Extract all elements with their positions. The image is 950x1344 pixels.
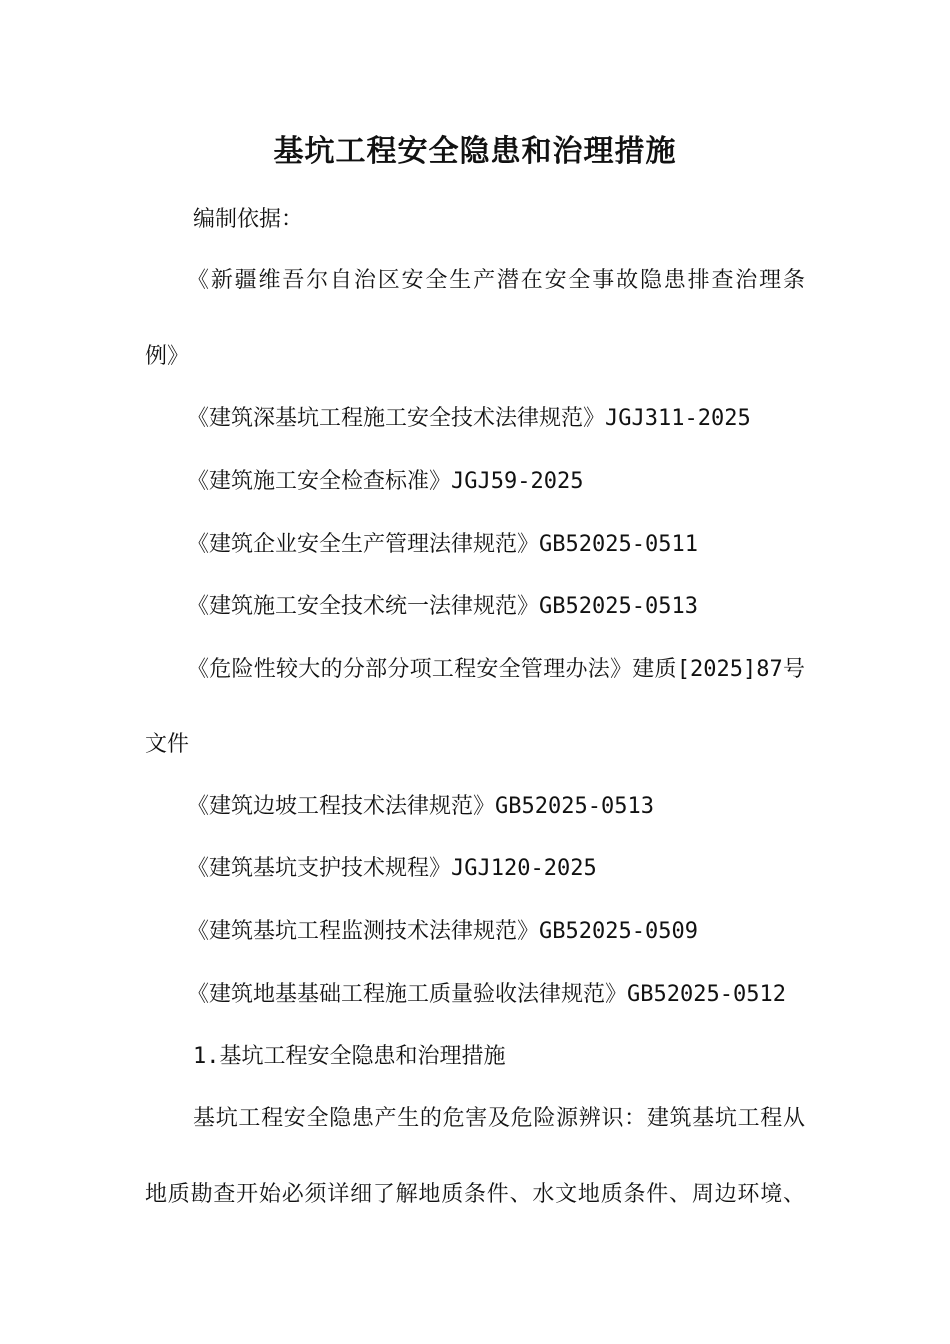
reference-line: 《建筑基坑支护技术规程》JGJ120-2025 <box>187 856 597 881</box>
basis-label: 编制依据： <box>193 207 304 232</box>
reference-line: 《建筑企业安全生产管理法律规范》GB52025-0511 <box>187 532 698 557</box>
reference-line: 《危险性较大的分部分项工程安全管理办法》建质[2025]87号 <box>187 657 805 682</box>
reference-line: 《建筑地基基础工程施工质量验收法律规范》GB52025-0512 <box>187 982 786 1007</box>
reference-line: 《建筑施工安全技术统一法律规范》GB52025-0513 <box>187 594 698 619</box>
reference-line: 《建筑基坑工程监测技术法律规范》GB52025-0509 <box>187 919 698 944</box>
paragraph-line: 地质勘查开始必须详细了解地质条件、水文地质条件、周边环境、 <box>145 1182 805 1207</box>
paragraph-line: 基坑工程安全隐患产生的危害及危险源辨识：建筑基坑工程从 <box>193 1106 805 1131</box>
reference-line: 《新疆维吾尔自治区安全生产潜在安全事故隐患排查治理条 <box>187 268 805 293</box>
reference-line: 文件 <box>145 732 190 757</box>
reference-line: 《建筑边坡工程技术法律规范》GB52025-0513 <box>187 794 654 819</box>
document-title: 基坑工程安全隐患和治理措施 <box>273 134 677 169</box>
reference-line: 《建筑深基坑工程施工安全技术法律规范》JGJ311-2025 <box>187 406 751 431</box>
section-heading: 1.基坑工程安全隐患和治理措施 <box>193 1044 506 1069</box>
reference-line: 例》 <box>145 344 190 369</box>
reference-line: 《建筑施工安全检查标准》JGJ59-2025 <box>187 469 584 494</box>
